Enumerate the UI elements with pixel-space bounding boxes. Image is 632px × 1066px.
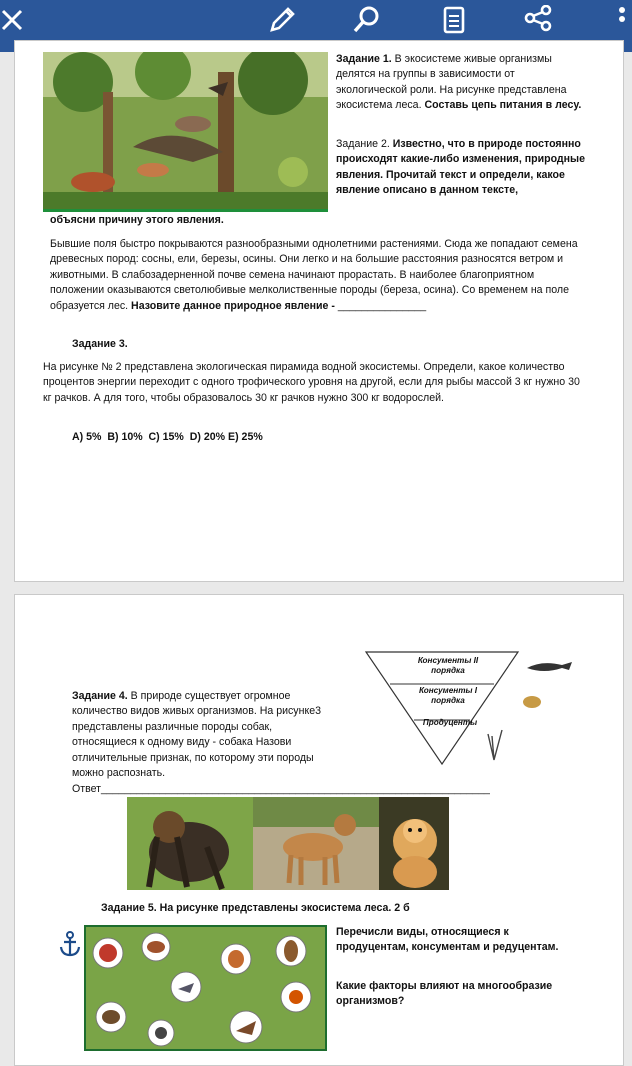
task4-answer xyxy=(72,782,562,797)
task4-body: В природе существует огромное количество видов живых организмов. На рисунке3 представлены различные породы собак, относящиеся к одному виду - собака Назови отличительные признак, по которому эти породы можно распознать. xyxy=(72,690,321,780)
dog-boxer-image xyxy=(253,797,379,890)
task4-answer-label: Ответ xyxy=(72,783,101,795)
pyramid-level-3: Продуценты xyxy=(422,718,478,727)
pyramid-level-2: Консументы I порядка xyxy=(418,686,478,705)
task2-question: Назовите данное природное явление - xyxy=(131,299,338,312)
task2-blank: _______________ xyxy=(337,299,427,312)
task5-title: Задание 5. На рисунке представлены экосистема леса. 2 б xyxy=(101,902,410,914)
task4-answer-line: __________________________________________________________________ xyxy=(101,783,490,795)
task1-body: В экосистеме живые организмы делятся на группы в зависимости от экологической роли. На рисунке представлена экосистема леса. xyxy=(336,53,567,112)
task5-question-1: Перечисли виды, относящиеся к продуцентам, консументам и редуцентам. xyxy=(336,926,559,954)
task3-title: Задание 3. xyxy=(72,338,128,350)
dog-yorkshire-image xyxy=(127,797,253,890)
task5-question-2: Какие факторы влияют на многообразие организмов? xyxy=(336,980,553,1008)
task4-title: Задание 4. xyxy=(72,690,128,702)
forest-ecosystem-image-2 xyxy=(84,925,327,1051)
anchor-icon[interactable] xyxy=(58,930,82,958)
forest-ecosystem-image xyxy=(43,52,328,212)
task4-text xyxy=(72,689,334,781)
task3-text: На рисунке № 2 представлена экологическая пирамида водной экосистемы. Определи, какое количество процентов энергии переходит с одного трофического уровня на другой, если для рыбы массой 3 кг нужно 30 кг рачков. А для того, чтобы образовалось 30 кг рачков нужно 300 кг водорослей. xyxy=(43,361,580,404)
task1-text xyxy=(336,52,586,114)
task3-options: A) 5% B) 10% C) 15% D) 20% E) 25% xyxy=(72,431,263,443)
task2-bold-intro: Известно, что в природе постоянно происходят какие-либо изменения, природные явления. Прочитай текст и определи, какое явление описано в данном тексте, xyxy=(336,138,585,197)
dog-pomeranian-image xyxy=(379,797,449,890)
task2-paragraph xyxy=(50,237,590,314)
reading-mode-icon[interactable] xyxy=(434,0,474,40)
share-icon[interactable] xyxy=(518,0,558,40)
task2-paragraph-text: Бывшие поля быстро покрываются разнообразными однолетними растениями. Сюда же попадают семена древесных пород: сосны, ели, березы, осины. Они легко и на большие расстояния разносятся ветром и животными. В слабозадерненной почве семена начинают прорастать. В наиболее благоприятном положении оказываются светолюбивые мелколиственные породы (береза, осина). Со временем на поле образуется лес. xyxy=(50,238,578,312)
task2-bold-cont: объясни причину этого явления. xyxy=(50,214,224,226)
task1-bold: Составь цепь питания в лесу. xyxy=(424,99,582,112)
more-menu-icon[interactable] xyxy=(602,0,632,40)
close-icon[interactable] xyxy=(0,0,32,40)
task1-title: Задание 1. xyxy=(336,53,392,65)
task2-title: Задание 2. xyxy=(336,138,390,150)
search-icon[interactable] xyxy=(346,0,386,40)
task2-header xyxy=(336,137,586,199)
edit-pencil-icon[interactable] xyxy=(262,0,302,40)
pyramid-level-1: Консументы II порядка xyxy=(417,656,479,675)
